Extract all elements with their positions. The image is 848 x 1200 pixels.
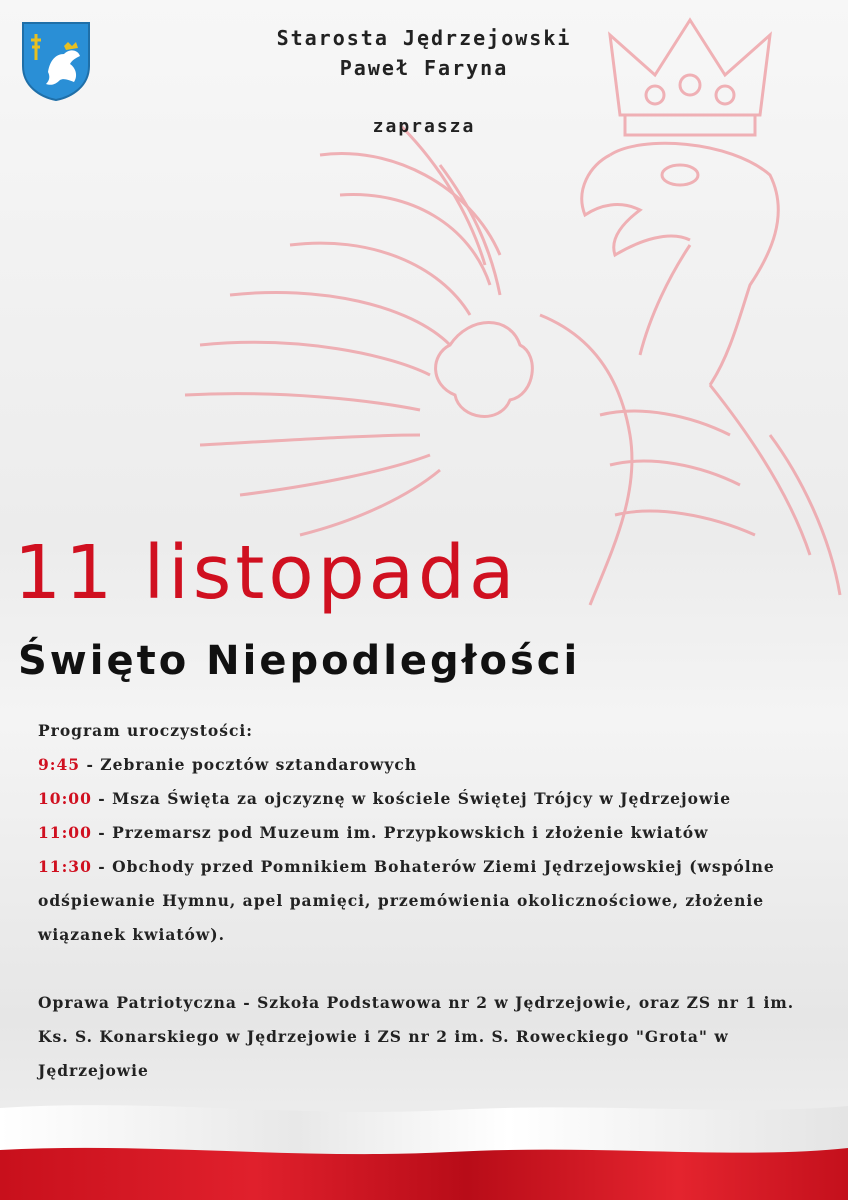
program-time: 10:00 (38, 789, 92, 808)
program-title: Program uroczystości: (38, 721, 254, 740)
program-text: - Obchody przed Pomnikiem Bohaterów Ziemi Jędrzejowskiej (wspólne odśpiewanie Hymnu, apel pamięci, przemówienia okolicznościowe, złożenie wiązanek kwiatów). (38, 857, 775, 944)
coat-of-arms-icon (20, 20, 92, 102)
program-time: 9:45 (38, 755, 81, 774)
program-text: - Msza Święta za ojczyznę w kościele Świętej Trójcy w Jędrzejowie (91, 789, 732, 808)
event-name: Święto Niepodległości (18, 638, 581, 684)
program-time: 11:00 (38, 823, 92, 842)
program-oprawa: Oprawa Patriotyczna - Szkoła Podstawowa nr 2 w Jędrzejowie, oraz ZS nr 1 im. Ks. S. Konarskiego w Jędrzejowie i ZS nr 2 im. S. Roweckiego "Grota" w Jędrzejowie (38, 993, 795, 1080)
header-invite: zaprasza (372, 116, 476, 137)
program-time: 11:30 (38, 857, 92, 876)
eagle-emblem-icon (170, 15, 848, 615)
header-name: Paweł Faryna (339, 56, 509, 80)
program-item (38, 748, 828, 782)
event-date: 11 listopada (14, 530, 519, 616)
polish-flag-icon (0, 1098, 848, 1200)
header-organizer: Starosta Jędrzejowski (276, 26, 572, 50)
program-section (38, 714, 828, 1088)
program-item (38, 816, 828, 850)
program-text: - Zebranie pocztów sztandarowych (80, 755, 418, 774)
program-item (38, 782, 828, 816)
program-text: - Przemarsz pod Muzeum im. Przypkowskich i złożenie kwiatów (91, 823, 709, 842)
program-item (38, 850, 828, 952)
